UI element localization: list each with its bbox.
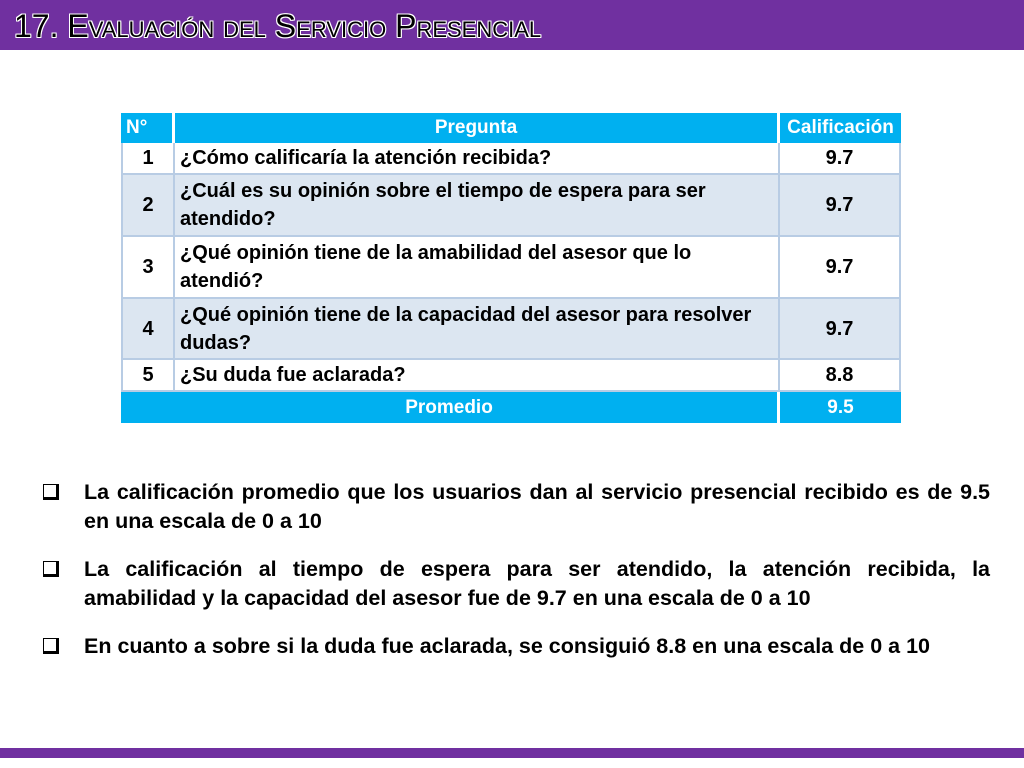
row-number: 4 [121, 299, 175, 360]
table-row [121, 237, 901, 299]
bullet-item [84, 555, 990, 613]
bullet-line: La calificación promedio que los usuarios dan al servicio presencial recibido es de 9.5 [84, 480, 990, 504]
bullet-line: amabilidad y la capacidad del asesor fue de 9.7 en una escala de 0 a 10 [84, 586, 811, 610]
table-body [121, 143, 901, 392]
checkbox-square-icon [43, 484, 59, 500]
table-header-row [121, 113, 901, 143]
bullet-line: La calificación al tiempo de espera para ser atendido, la atención recibida, la [84, 557, 990, 581]
bullet-line: en una escala de 0 a 10 [84, 509, 322, 533]
table-row [121, 175, 901, 237]
row-rating: 9.7 [780, 175, 901, 237]
row-rating: 9.7 [780, 299, 901, 360]
average-rating: 9.5 [780, 392, 901, 423]
title-bar [0, 0, 1024, 50]
table-header [121, 113, 901, 143]
bullet-list [84, 478, 990, 680]
row-rating: 9.7 [780, 143, 901, 175]
header-rating: Calificación [780, 113, 901, 143]
checkbox-square-icon [43, 638, 59, 654]
checkbox-square-icon [43, 561, 59, 577]
row-rating: 8.8 [780, 360, 901, 392]
table-row [121, 299, 901, 360]
row-number: 3 [121, 237, 175, 299]
average-row [121, 392, 901, 423]
row-number: 2 [121, 175, 175, 237]
row-question: ¿Qué opinión tiene de la amabilidad del asesor que lo atendió? [175, 237, 780, 299]
table-row [121, 143, 901, 175]
row-question: ¿Cuál es su opinión sobre el tiempo de espera para ser atendido? [175, 175, 780, 237]
slide-title: 17. Evaluación del Servicio Presencial [14, 8, 542, 44]
bullet-item [84, 478, 990, 536]
header-number: N° [121, 113, 175, 143]
bullet-line: En cuanto a sobre si la duda fue aclarada, se consiguió 8.8 en una escala de 0 a 10 [84, 634, 930, 658]
average-label: Promedio [121, 392, 780, 423]
bullet-item [84, 632, 990, 661]
evaluation-table [121, 113, 901, 423]
row-question: ¿Qué opinión tiene de la capacidad del asesor para resolver dudas? [175, 299, 780, 360]
row-number: 1 [121, 143, 175, 175]
table-row [121, 360, 901, 392]
table-footer [121, 392, 901, 423]
row-question: ¿Cómo calificaría la atención recibida? [175, 143, 780, 175]
footer-bar [0, 748, 1024, 758]
row-question: ¿Su duda fue aclarada? [175, 360, 780, 392]
row-rating: 9.7 [780, 237, 901, 299]
row-number: 5 [121, 360, 175, 392]
header-question: Pregunta [175, 113, 780, 143]
